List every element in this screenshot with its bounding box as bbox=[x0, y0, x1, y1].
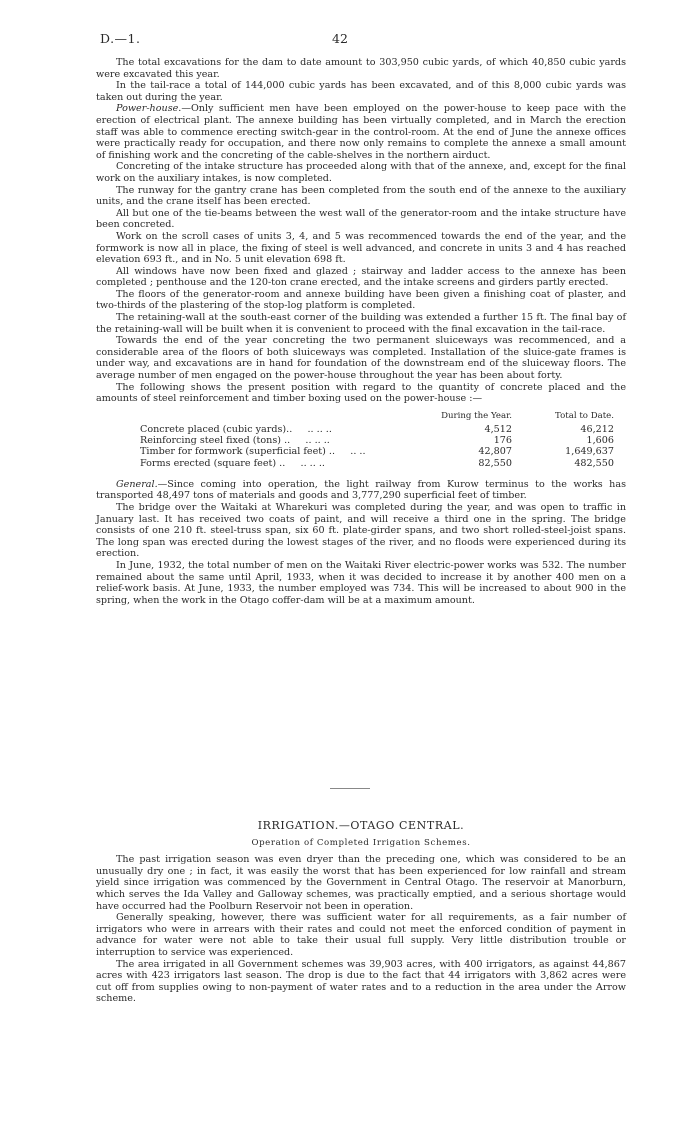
row-label: Reinforcing steel fixed (tons) .. bbox=[140, 435, 291, 447]
row-label: Forms erected (square feet) .. bbox=[140, 457, 286, 469]
paragraph: The runway for the gantry crane has been completed from the south end of the annexe to the auxiliary units, and the crane itself has been erected. bbox=[96, 184, 626, 208]
cell-total: 1,649,637 bbox=[565, 446, 614, 458]
cell-total: 46,212 bbox=[580, 424, 614, 436]
paragraph: The following shows the present position with regard to the quantity of concrete placed and the amounts of steel reinforcement and timber boxing used on the power-house :— bbox=[96, 381, 626, 405]
cell-total: 482,550 bbox=[574, 457, 614, 469]
paragraph: The total excavations for the dam to date amount to 303,950 cubic yards, of which 40,850 cubic yards were excavated this year. bbox=[96, 57, 626, 80]
paragraph: The past irrigation season was even dryer than the preceding one, which was considered to be an unusually dry one ; in fact, it was easily the worst that has been experienced for low rainfall and stream yield since irrigation was commenced by the Government in Central Otago. The reservoir at Manorburn, which serves the Ida Valley and Galloway schemes, was practically emptied, and a serious shortage would have occurred had the Poolburn Reservoir not been in operation. bbox=[96, 854, 626, 912]
section-divider bbox=[330, 788, 370, 789]
section-subtitle: Operation of Completed Irrigation Schemes. bbox=[251, 837, 471, 848]
general-heading: General. bbox=[116, 478, 158, 490]
main-body bbox=[96, 57, 626, 606]
row-dots: .. .. bbox=[350, 446, 366, 458]
cell-year: 176 bbox=[493, 435, 512, 447]
paragraph: The bridge over the Waitaki at Wharekuri was completed during the year, and was open to traffic in January last. It has received two coats of paint, and will receive a third one in the spring. The bridge consists of one 210 ft. steel-truss span, six 60 ft. plate-girder spans, and two short rolled-steel-joist spans. The long span was erected during the lowest stages of the river, and no floods were experienced during its erection. bbox=[96, 502, 626, 560]
cell-total: 1,606 bbox=[586, 435, 614, 447]
paragraph: Work on the scroll cases of units 3, 4, and 5 was recommenced towards the end of the year, and the formwork is now all in place, the fixing of steel is well advanced, and concrete in units 3 and 4 has reached elevation 693 ft., and in No. 5 unit elevation 698 ft. bbox=[96, 230, 626, 266]
paragraph: Concreting of the intake structure has proceeded along with that of the annexe, and, except for the final work on the auxiliary intakes, is now completed. bbox=[96, 161, 626, 184]
paragraph: Towards the end of the year concreting the two permanent sluiceways was recommenced, and a considerable area of the floors of both sluiceways was completed. Installation of the sluice-gate frames is under way, and excavations are in hand for foundation of the downstream end of the sluiceway floors. The average number of men engaged on the power-house throughout the year has been about forty. bbox=[96, 335, 626, 382]
table-row bbox=[140, 458, 618, 469]
paragraph-text: —Since coming into operation, the light railway from Kurow terminus to the works has transported 48,497 tons of materials and goods and 3,777,290 superficial feet of timber. bbox=[96, 478, 626, 502]
power-house-heading: Power-house. bbox=[116, 103, 182, 115]
table-row bbox=[140, 424, 618, 435]
col-header-total: Total to Date. bbox=[555, 410, 614, 421]
paragraph: In June, 1932, the total number of men on the Waitaki River electric-power works was 532. The number remained about the same until April, 1933, when it was decided to increase it by another 400 men on a relief-work basis. At June, 1933, the number employed was 734. This will be increased to about 900 in the spring, when the work in the Otago coffer-dam will be at a maximum amount. bbox=[96, 559, 626, 606]
paragraph: All but one of the tie-beams between the west wall of the generator-room and the intake structure have been concreted. bbox=[96, 207, 626, 231]
col-header-during-year: During the Year. bbox=[441, 410, 512, 421]
paragraph: Generally speaking, however, there was sufficient water for all requirements, as a fair number of irrigators who were in arrears with their rates and could not meet the enforced condition of payment in advance for water were not able to take their usual full supply. Very little distribution trouble or interruption to service was experienced. bbox=[96, 912, 626, 958]
paragraph-general bbox=[96, 479, 626, 502]
row-label: Concrete placed (cubic yards).. bbox=[140, 424, 293, 436]
document-reference: D.—1. bbox=[100, 31, 141, 46]
concrete-quantity-table bbox=[140, 411, 618, 469]
table-row bbox=[140, 446, 618, 457]
cell-year: 82,550 bbox=[478, 457, 512, 469]
paragraph-text: —Only sufficient men have been employed on the power-house to keep pace with the erection of electrical plant. The annexe building has been virtually completed, and in March the erection staff was able to commence erecting switch-gear in the control-room. At the end of June the annexe offices were practically ready for occupation, and there now only remains to complete the annexe a small amount of finishing work and the concreting of the cable-shelves in the northern airduct. bbox=[96, 103, 626, 161]
row-dots: .. .. .. bbox=[300, 457, 325, 469]
table-row bbox=[140, 435, 618, 446]
page-number: 42 bbox=[332, 31, 348, 46]
paragraph: All windows have now been fixed and glazed ; stairway and ladder access to the annexe has been completed ; penthouse and the 120-ton crane erected, and the intake screens and girders partly erected. bbox=[96, 265, 626, 289]
cell-year: 42,807 bbox=[478, 446, 512, 458]
row-dots: .. .. .. bbox=[307, 424, 332, 436]
cell-year: 4,512 bbox=[484, 424, 512, 436]
irrigation-section bbox=[96, 820, 626, 1005]
paragraph: In the tail-race a total of 144,000 cubic yards has been excavated, and of this 8,000 cubic yards was taken out during the year. bbox=[96, 80, 626, 103]
row-label: Timber for formwork (superficial feet) .. bbox=[140, 446, 336, 458]
paragraph: The area irrigated in all Government schemes was 39,903 acres, with 400 irrigators, as against 44,867 acres with 423 irrigators last season. The drop is due to the fact that 44 irrigators with 3,862 acres were cut off from supplies owing to non-payment of water rates and to a reduction in the area under the Arrow scheme. bbox=[96, 958, 626, 1005]
paragraph-power-house bbox=[96, 103, 626, 161]
row-dots: .. .. .. bbox=[305, 435, 330, 447]
table-header-row bbox=[140, 411, 618, 424]
paragraph: The retaining-wall at the south-east corner of the building was extended a further 15 ft. The final bay of the retaining-wall will be built when it is convenient to proceed with the final excavation in the tail-race. bbox=[96, 312, 626, 335]
paragraph: The floors of the generator-room and annexe building have been given a finishing coat of plaster, and two-thirds of the plastering of the stop-log platform is completed. bbox=[96, 288, 626, 312]
section-title: IRRIGATION.—OTAGO CENTRAL. bbox=[257, 819, 465, 832]
